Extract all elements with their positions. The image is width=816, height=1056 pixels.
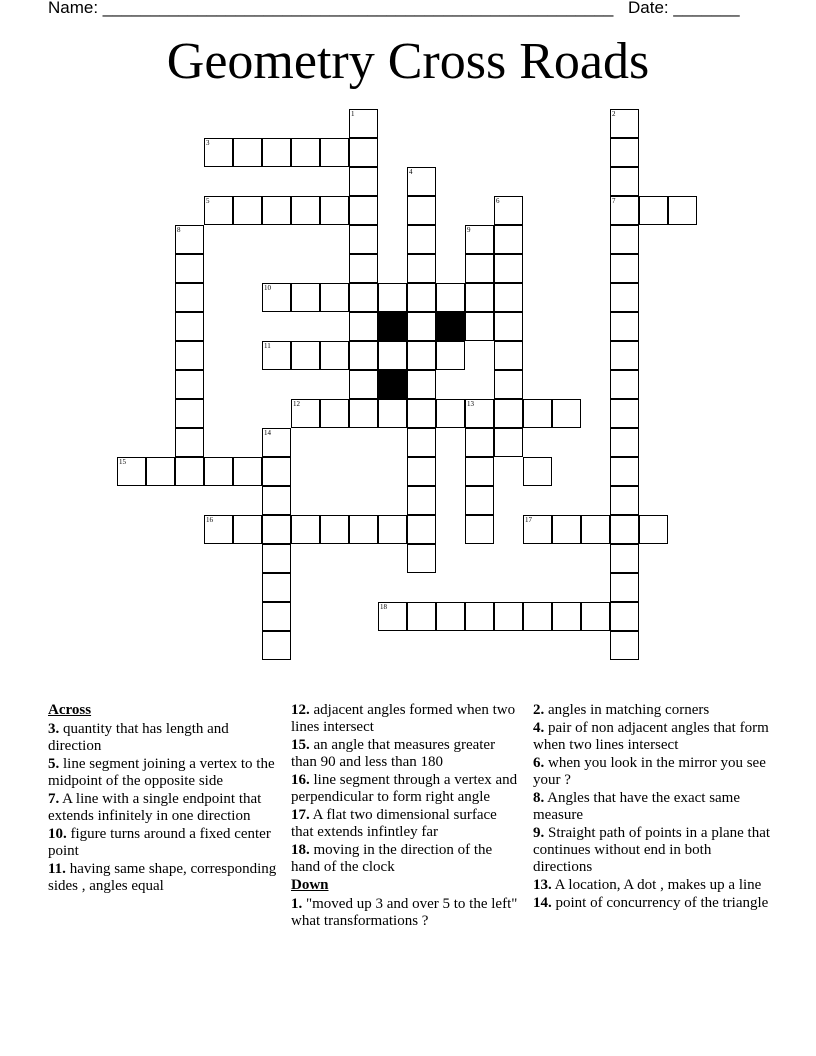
answer-cell[interactable] — [610, 138, 639, 167]
answer-cell[interactable] — [610, 544, 639, 573]
answer-cell[interactable] — [320, 515, 349, 544]
across-clue-list-continued — [291, 702, 523, 876]
clue-item — [533, 790, 773, 824]
answer-cell[interactable] — [465, 486, 494, 515]
clue-number-label: 18. — [291, 842, 310, 858]
clue-number-label: 1. — [291, 896, 303, 912]
clue-item — [48, 721, 284, 755]
clue-number: 8 — [177, 226, 181, 234]
clue-item — [533, 825, 773, 876]
answer-cell[interactable] — [291, 341, 320, 370]
answer-cell[interactable] — [465, 515, 494, 544]
answer-cell[interactable] — [436, 341, 465, 370]
answer-cell[interactable] — [407, 167, 436, 196]
answer-cell[interactable] — [262, 138, 291, 167]
answer-cell[interactable] — [610, 631, 639, 660]
answer-cell[interactable] — [436, 399, 465, 428]
clue-text: line segment through a vertex and perpendicular to form right angle — [291, 772, 518, 805]
answer-cell[interactable] — [610, 370, 639, 399]
answer-cell[interactable] — [610, 428, 639, 457]
answer-cell[interactable] — [262, 631, 291, 660]
answer-cell[interactable] — [262, 457, 291, 486]
answer-cell[interactable] — [291, 138, 320, 167]
answer-cell[interactable] — [262, 544, 291, 573]
clue-number-label: 13. — [533, 877, 552, 893]
clue-item — [291, 896, 523, 930]
across-heading: Across — [48, 702, 92, 718]
answer-cell[interactable] — [407, 544, 436, 573]
answer-cell[interactable] — [117, 457, 146, 486]
answer-cell[interactable] — [378, 602, 407, 631]
clue-number: 3 — [206, 139, 210, 147]
answer-cell[interactable] — [581, 515, 610, 544]
clue-number: 6 — [496, 197, 500, 205]
clue-text: "moved up 3 and over 5 to the left" what transformations ? — [291, 896, 518, 929]
answer-cell[interactable] — [349, 138, 378, 167]
answer-cell[interactable] — [523, 399, 552, 428]
answer-cell[interactable] — [610, 573, 639, 602]
answer-cell[interactable] — [407, 486, 436, 515]
clue-text: point of concurrency of the triangle — [551, 895, 769, 911]
clue-number: 2 — [612, 110, 616, 118]
across-clue-list — [48, 721, 284, 895]
black-square — [378, 312, 407, 341]
answer-cell[interactable] — [552, 602, 581, 631]
answer-cell[interactable] — [610, 399, 639, 428]
date-field-label: Date: _______ — [628, 0, 740, 17]
answer-cell[interactable] — [494, 428, 523, 457]
clue-column-1 — [48, 702, 284, 896]
down-clue-list-continued — [533, 702, 773, 912]
answer-cell[interactable] — [320, 399, 349, 428]
clue-text: pair of non adjacent angles that form when two lines intersect — [533, 720, 769, 753]
clue-column-3 — [533, 702, 773, 913]
clue-number: 5 — [206, 197, 210, 205]
answer-cell[interactable] — [407, 254, 436, 283]
answer-cell[interactable] — [610, 602, 639, 631]
answer-cell[interactable] — [349, 283, 378, 312]
answer-cell[interactable] — [407, 428, 436, 457]
answer-cell[interactable] — [175, 312, 204, 341]
answer-cell[interactable] — [465, 225, 494, 254]
black-square — [436, 312, 465, 341]
answer-cell[interactable] — [320, 283, 349, 312]
clue-text: angles in matching corners — [544, 702, 710, 718]
clue-item — [291, 772, 523, 806]
clue-number: 18 — [380, 603, 387, 611]
clue-text: an angle that measures greater than 90 and less than 180 — [291, 737, 496, 770]
clue-number: 1 — [351, 110, 355, 118]
answer-cell[interactable] — [233, 138, 262, 167]
clue-number: 14 — [264, 429, 271, 437]
clue-number-label: 4. — [533, 720, 545, 736]
clue-text: line segment joining a vertex to the midpoint of the opposite side — [48, 756, 275, 789]
clue-number-label: 15. — [291, 737, 310, 753]
name-field-label: Name: ______________________________________________________ — [48, 0, 614, 17]
clue-item — [291, 737, 523, 771]
answer-cell[interactable] — [494, 254, 523, 283]
answer-cell[interactable] — [349, 225, 378, 254]
answer-cell[interactable] — [639, 196, 668, 225]
answer-cell[interactable] — [349, 399, 378, 428]
answer-cell[interactable] — [204, 138, 233, 167]
page-title: Geometry Cross Roads — [166, 33, 650, 90]
answer-cell[interactable] — [407, 341, 436, 370]
answer-cell[interactable] — [175, 341, 204, 370]
answer-cell[interactable] — [204, 196, 233, 225]
clue-number-label: 7. — [48, 791, 60, 807]
clue-text: Straight path of points in a plane that continues without end in both directions — [533, 825, 771, 875]
clue-number-label: 3. — [48, 721, 60, 737]
answer-cell[interactable] — [494, 283, 523, 312]
answer-cell[interactable] — [465, 312, 494, 341]
clue-text: A flat two dimensional surface that extends infintley far — [291, 807, 497, 840]
answer-cell[interactable] — [262, 486, 291, 515]
answer-cell[interactable] — [668, 196, 697, 225]
answer-cell[interactable] — [349, 196, 378, 225]
answer-cell[interactable] — [291, 283, 320, 312]
clue-number: 10 — [264, 284, 271, 292]
answer-cell[interactable] — [407, 515, 436, 544]
clue-number: 4 — [409, 168, 413, 176]
clue-number-label: 9. — [533, 825, 545, 841]
clue-text: adjacent angles formed when two lines intersect — [291, 702, 516, 735]
clue-number-label: 17. — [291, 807, 310, 823]
down-heading: Down — [291, 877, 329, 893]
answer-cell[interactable] — [610, 486, 639, 515]
answer-cell[interactable] — [262, 341, 291, 370]
clue-text: moving in the direction of the hand of the clock — [291, 842, 493, 875]
clue-item — [48, 826, 284, 860]
answer-cell[interactable] — [262, 515, 291, 544]
answer-cell[interactable] — [494, 225, 523, 254]
answer-cell[interactable] — [639, 515, 668, 544]
clue-item — [533, 755, 773, 789]
answer-cell[interactable] — [320, 341, 349, 370]
answer-cell[interactable] — [465, 428, 494, 457]
clue-text: figure turns around a fixed center point — [48, 826, 271, 859]
answer-cell[interactable] — [407, 457, 436, 486]
answer-cell[interactable] — [407, 370, 436, 399]
answer-cell[interactable] — [494, 602, 523, 631]
clue-number-label: 8. — [533, 790, 545, 806]
clue-item — [291, 702, 523, 736]
answer-cell[interactable] — [523, 457, 552, 486]
answer-cell[interactable] — [523, 515, 552, 544]
clue-number-label: 12. — [291, 702, 310, 718]
clue-number: 7 — [612, 197, 616, 205]
answer-cell[interactable] — [407, 399, 436, 428]
clue-item — [533, 702, 773, 719]
clue-item — [291, 842, 523, 876]
down-clue-list — [291, 896, 523, 930]
answer-cell[interactable] — [349, 515, 378, 544]
clue-text: quantity that has length and direction — [48, 721, 229, 754]
clue-item — [48, 756, 284, 790]
clue-number-label: 6. — [533, 755, 545, 771]
clue-item — [291, 807, 523, 841]
clue-number: 13 — [467, 400, 474, 408]
answer-cell[interactable] — [349, 370, 378, 399]
clue-text: when you look in the mirror you see your ? — [533, 755, 766, 788]
answer-cell[interactable] — [175, 428, 204, 457]
clue-item — [48, 861, 284, 895]
answer-cell[interactable] — [262, 196, 291, 225]
answer-cell[interactable] — [407, 196, 436, 225]
answer-cell[interactable] — [494, 399, 523, 428]
answer-cell[interactable] — [610, 167, 639, 196]
answer-cell[interactable] — [610, 225, 639, 254]
clue-number: 11 — [264, 342, 271, 350]
answer-cell[interactable] — [494, 370, 523, 399]
answer-cell[interactable] — [175, 370, 204, 399]
clue-item — [533, 877, 773, 894]
answer-cell[interactable] — [291, 515, 320, 544]
answer-cell[interactable] — [233, 515, 262, 544]
clue-text: A line with a single endpoint that extends infinitely in one direction — [48, 791, 262, 824]
clue-item — [48, 791, 284, 825]
answer-cell[interactable] — [610, 341, 639, 370]
answer-cell[interactable] — [349, 167, 378, 196]
answer-cell[interactable] — [610, 515, 639, 544]
answer-cell[interactable] — [407, 312, 436, 341]
answer-cell[interactable] — [262, 602, 291, 631]
clue-number: 17 — [525, 516, 532, 524]
answer-cell[interactable] — [262, 428, 291, 457]
clue-number: 16 — [206, 516, 213, 524]
answer-cell[interactable] — [204, 457, 233, 486]
answer-cell[interactable] — [320, 138, 349, 167]
clue-text: having same shape, corresponding sides , angles equal — [48, 861, 277, 894]
answer-cell[interactable] — [378, 341, 407, 370]
clue-number: 15 — [119, 458, 126, 466]
answer-cell[interactable] — [552, 515, 581, 544]
clue-text: Angles that have the exact same measure — [533, 790, 741, 823]
answer-cell[interactable] — [378, 515, 407, 544]
answer-cell[interactable] — [175, 254, 204, 283]
answer-cell[interactable] — [349, 254, 378, 283]
answer-cell[interactable] — [610, 109, 639, 138]
answer-cell[interactable] — [610, 254, 639, 283]
clue-number-label: 5. — [48, 756, 60, 772]
answer-cell[interactable] — [349, 341, 378, 370]
answer-cell[interactable] — [262, 573, 291, 602]
answer-cell[interactable] — [320, 196, 349, 225]
answer-cell[interactable] — [523, 602, 552, 631]
answer-cell[interactable] — [175, 283, 204, 312]
answer-cell[interactable] — [610, 283, 639, 312]
answer-cell[interactable] — [233, 457, 262, 486]
answer-cell[interactable] — [465, 457, 494, 486]
answer-cell[interactable] — [262, 283, 291, 312]
clue-number-label: 16. — [291, 772, 310, 788]
answer-cell[interactable] — [378, 399, 407, 428]
answer-cell[interactable] — [175, 225, 204, 254]
answer-cell[interactable] — [494, 341, 523, 370]
answer-cell[interactable] — [610, 457, 639, 486]
answer-cell[interactable] — [233, 196, 262, 225]
clue-number-label: 11. — [48, 861, 66, 877]
answer-cell[interactable] — [291, 399, 320, 428]
clue-number-label: 14. — [533, 895, 552, 911]
answer-cell[interactable] — [610, 196, 639, 225]
answer-cell[interactable] — [407, 283, 436, 312]
answer-cell[interactable] — [494, 312, 523, 341]
clue-text: A location, A dot , makes up a line — [551, 877, 762, 893]
answer-cell[interactable] — [146, 457, 175, 486]
answer-cell[interactable] — [465, 283, 494, 312]
answer-cell[interactable] — [291, 196, 320, 225]
clue-number: 12 — [293, 400, 300, 408]
answer-cell[interactable] — [349, 109, 378, 138]
answer-cell[interactable] — [407, 225, 436, 254]
clue-number-label: 10. — [48, 826, 67, 842]
answer-cell[interactable] — [465, 254, 494, 283]
clue-number: 9 — [467, 226, 471, 234]
answer-cell[interactable] — [204, 515, 233, 544]
answer-cell[interactable] — [349, 312, 378, 341]
clue-number-label: 2. — [533, 702, 545, 718]
answer-cell[interactable] — [581, 602, 610, 631]
answer-cell[interactable] — [175, 457, 204, 486]
answer-cell[interactable] — [175, 399, 204, 428]
answer-cell[interactable] — [378, 283, 407, 312]
answer-cell[interactable] — [407, 602, 436, 631]
answer-cell[interactable] — [494, 196, 523, 225]
black-square — [378, 370, 407, 399]
answer-cell[interactable] — [552, 399, 581, 428]
clue-item — [533, 895, 773, 912]
answer-cell[interactable] — [436, 602, 465, 631]
answer-cell[interactable] — [465, 602, 494, 631]
answer-cell[interactable] — [465, 399, 494, 428]
answer-cell[interactable] — [436, 283, 465, 312]
answer-cell[interactable] — [610, 312, 639, 341]
clue-item — [533, 720, 773, 754]
clue-column-2 — [291, 702, 523, 931]
